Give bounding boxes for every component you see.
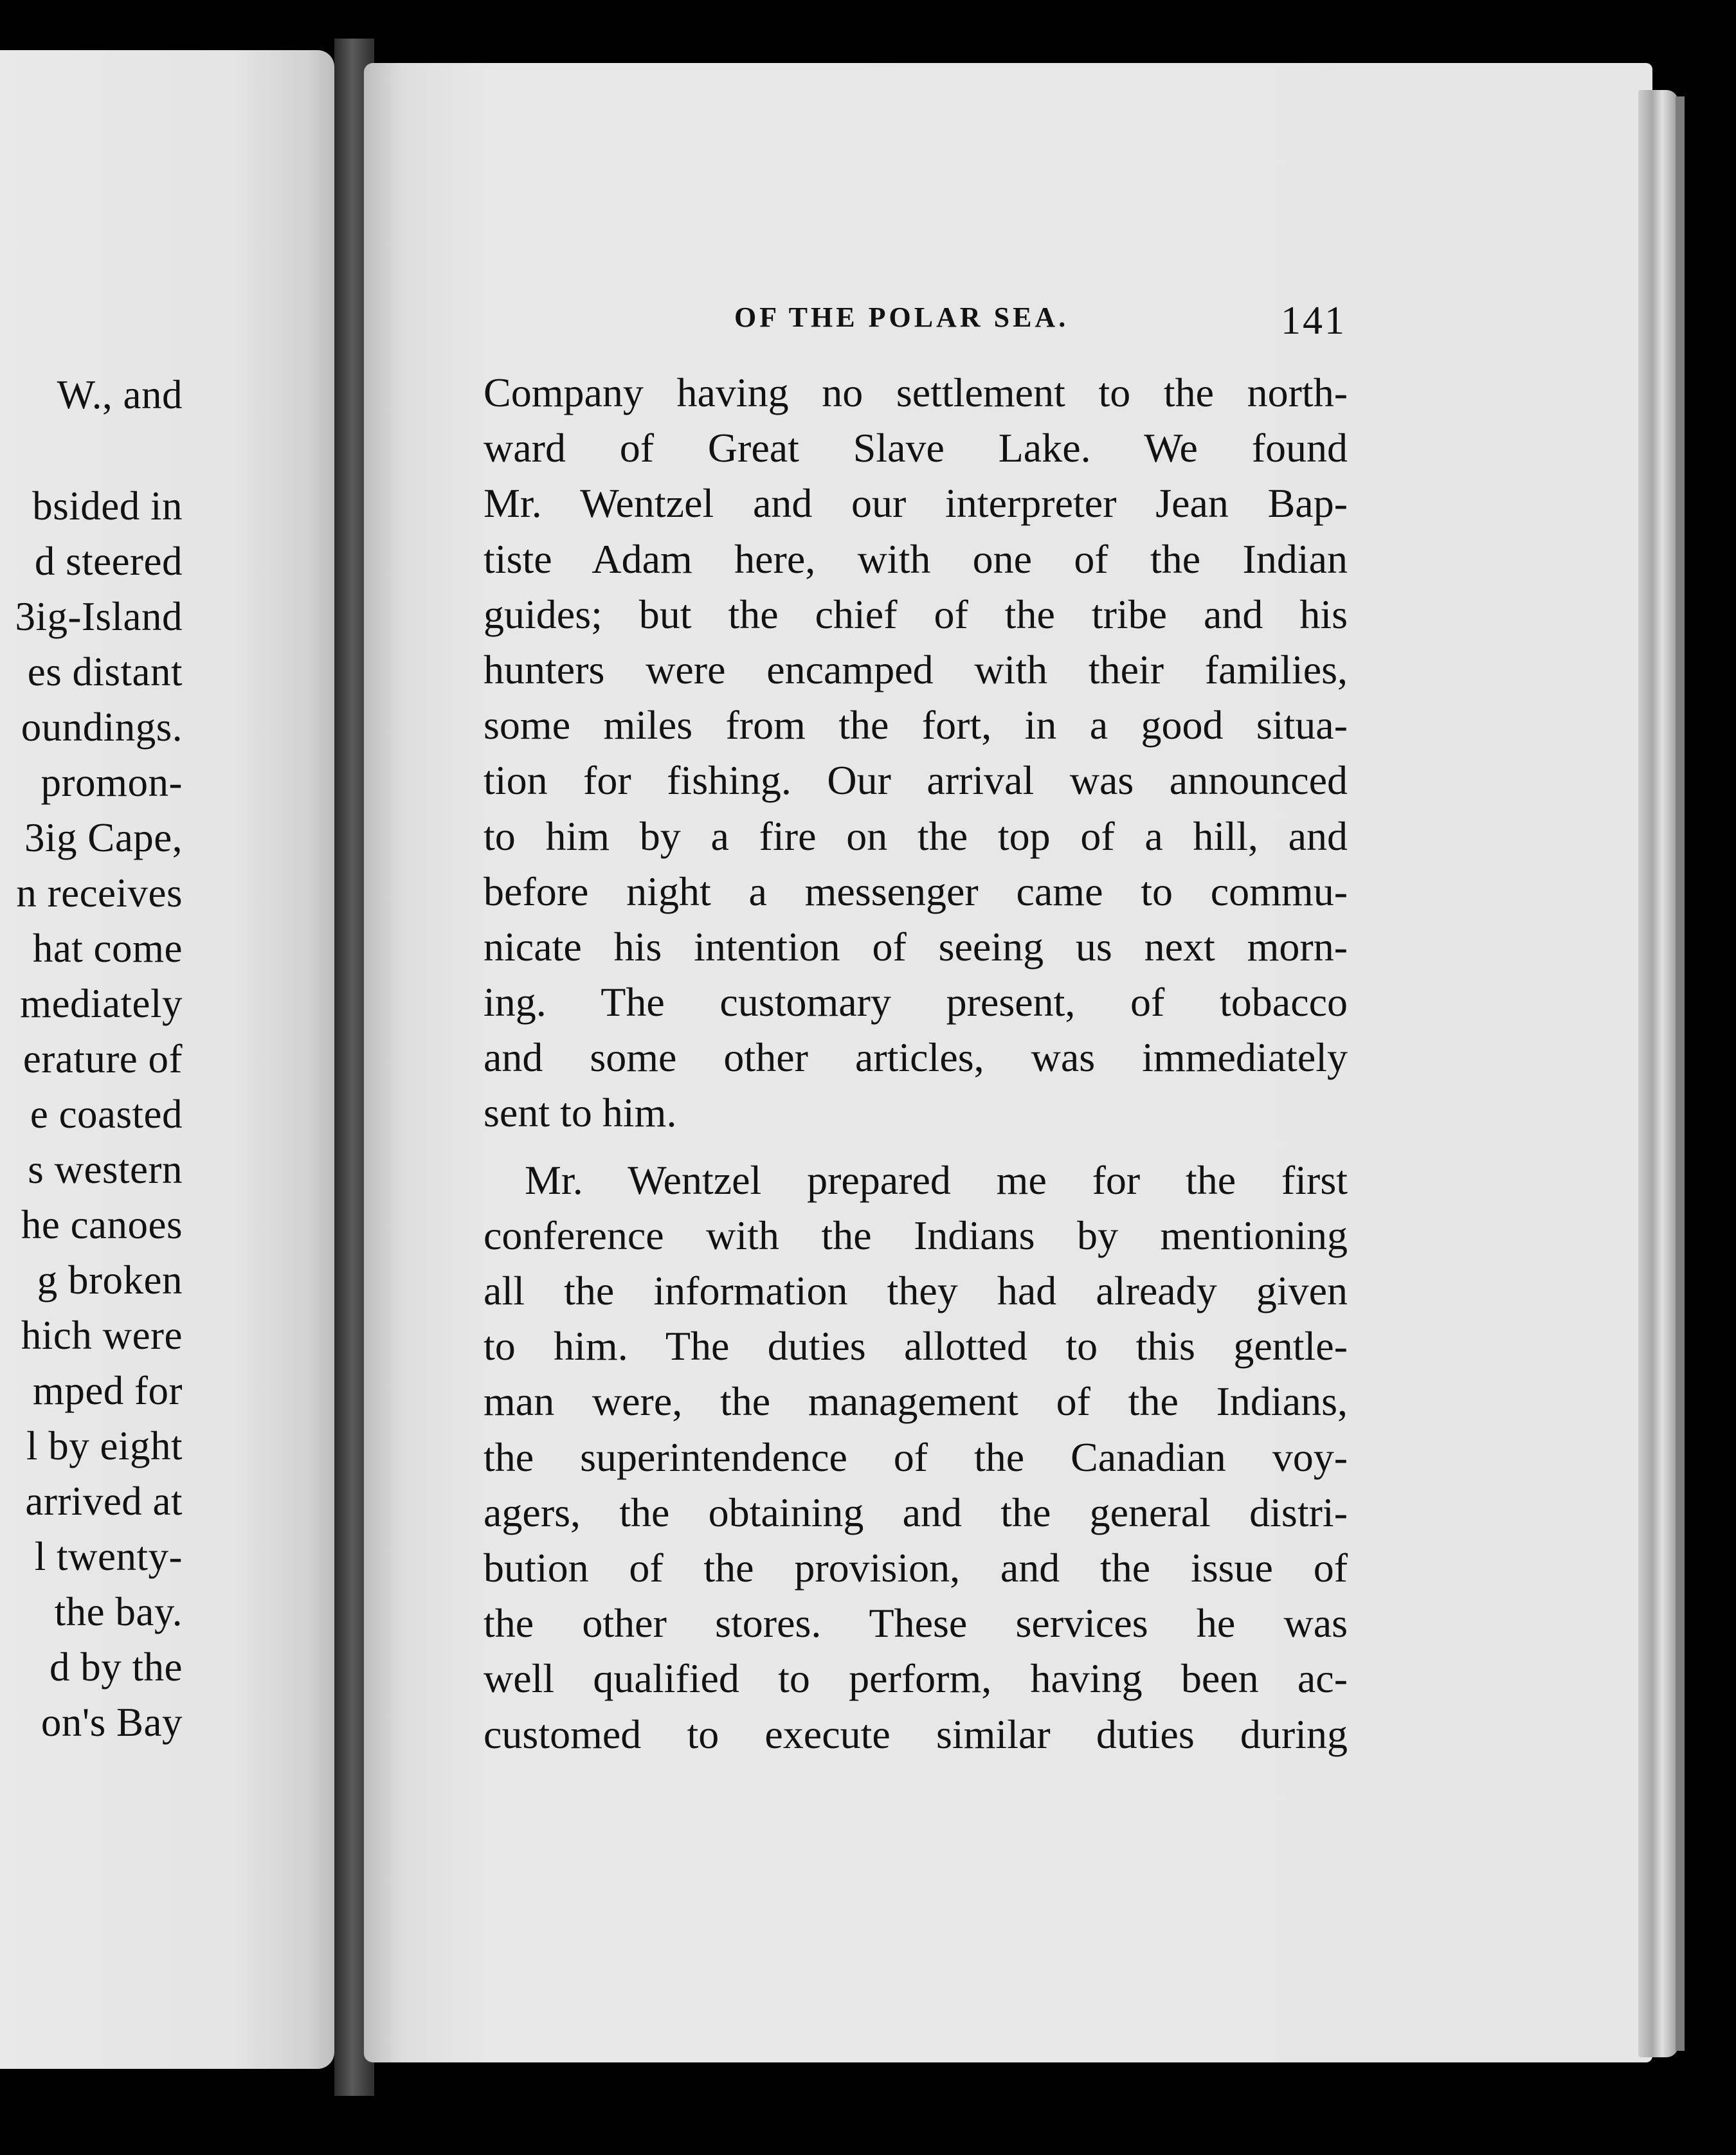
text-line: Company having no settlement to the north- xyxy=(484,370,1348,415)
running-head: OF THE POLAR SEA. xyxy=(734,302,1069,333)
text-line: hunters were encamped with their families, xyxy=(484,646,1348,692)
text-line: and some other articles, was immediately xyxy=(484,1034,1348,1081)
left-page-line: hich were xyxy=(21,1313,183,1358)
text-line: bution of the provision, and the issue of xyxy=(484,1544,1348,1591)
text-line: the superintendence of the Canadian voy- xyxy=(484,1434,1348,1480)
left-page-line: mped for xyxy=(32,1368,183,1413)
text-line: Mr. Wentzel prepared me for the first xyxy=(525,1157,1348,1203)
text-line: agers, the obtaining and the general distri- xyxy=(484,1489,1348,1535)
text-line: before night a messenger came to commu- xyxy=(484,868,1348,914)
left-page-line: arrived at xyxy=(25,1479,183,1524)
text-line: tiste Adam here, with one of the Indian xyxy=(484,536,1348,582)
text-line: sent to him. xyxy=(484,1090,677,1136)
left-page-line: on's Bay xyxy=(41,1700,183,1745)
page-edge-shadow xyxy=(1676,96,1685,2051)
text-line: ing. The customary present, of tobacco xyxy=(484,979,1348,1025)
left-page-line: l by eight xyxy=(26,1423,183,1468)
text-line: ward of Great Slave Lake. We found xyxy=(484,425,1348,471)
left-page-line: l twenty- xyxy=(34,1534,183,1579)
text-line: Mr. Wentzel and our interpreter Jean Bap- xyxy=(484,480,1348,527)
left-page-line: s western xyxy=(28,1147,183,1192)
left-page-line: mediately xyxy=(20,981,183,1026)
page-edge xyxy=(1638,90,1678,2057)
left-page-line: the bay. xyxy=(54,1589,183,1634)
text-line: conference with the Indians by mentioning xyxy=(484,1212,1348,1258)
left-page-line: 3ig Cape, xyxy=(24,815,183,860)
text-line: to him. The duties allotted to this gentle- xyxy=(484,1323,1348,1369)
body-text xyxy=(484,365,1348,1762)
left-page-line: oundings. xyxy=(21,705,183,750)
left-page-line: e coasted xyxy=(30,1092,183,1137)
left-page-line: he canoes xyxy=(21,1202,183,1247)
text-line: man were, the management of the Indians, xyxy=(484,1378,1348,1425)
text-line: customed to execute similar duties during xyxy=(484,1711,1348,1757)
text-line: guides; but the chief of the tribe and his xyxy=(484,591,1348,637)
page-number: 141 xyxy=(1281,299,1346,343)
left-page xyxy=(0,50,334,2069)
left-page-line: 3ig-Island xyxy=(15,594,183,639)
left-page-line: d by the xyxy=(50,1645,183,1690)
text-line: some miles from the fort, in a good situa- xyxy=(484,702,1348,748)
left-page-line: W., and xyxy=(57,372,183,417)
left-page-line: bsided in xyxy=(32,483,183,528)
text-line: well qualified to perform, having been ac- xyxy=(484,1655,1348,1702)
left-page-line: g broken xyxy=(37,1258,183,1303)
text-line: the other stores. These services he was xyxy=(484,1600,1348,1646)
left-page-line: n receives xyxy=(16,870,183,915)
left-page-line: erature of xyxy=(23,1036,183,1081)
text-line: tion for fishing. Our arrival was announced xyxy=(484,757,1348,804)
text-line: nicate his intention of seeing us next morn- xyxy=(484,923,1348,969)
left-page-line: promon- xyxy=(41,760,183,805)
left-page-line: hat come xyxy=(32,926,183,971)
left-page-line: es distant xyxy=(27,649,183,694)
text-line: to him by a fire on the top of a hill, and xyxy=(484,813,1348,859)
text-line: all the information they had already given xyxy=(484,1268,1348,1313)
left-page-line: d steered xyxy=(34,539,183,584)
